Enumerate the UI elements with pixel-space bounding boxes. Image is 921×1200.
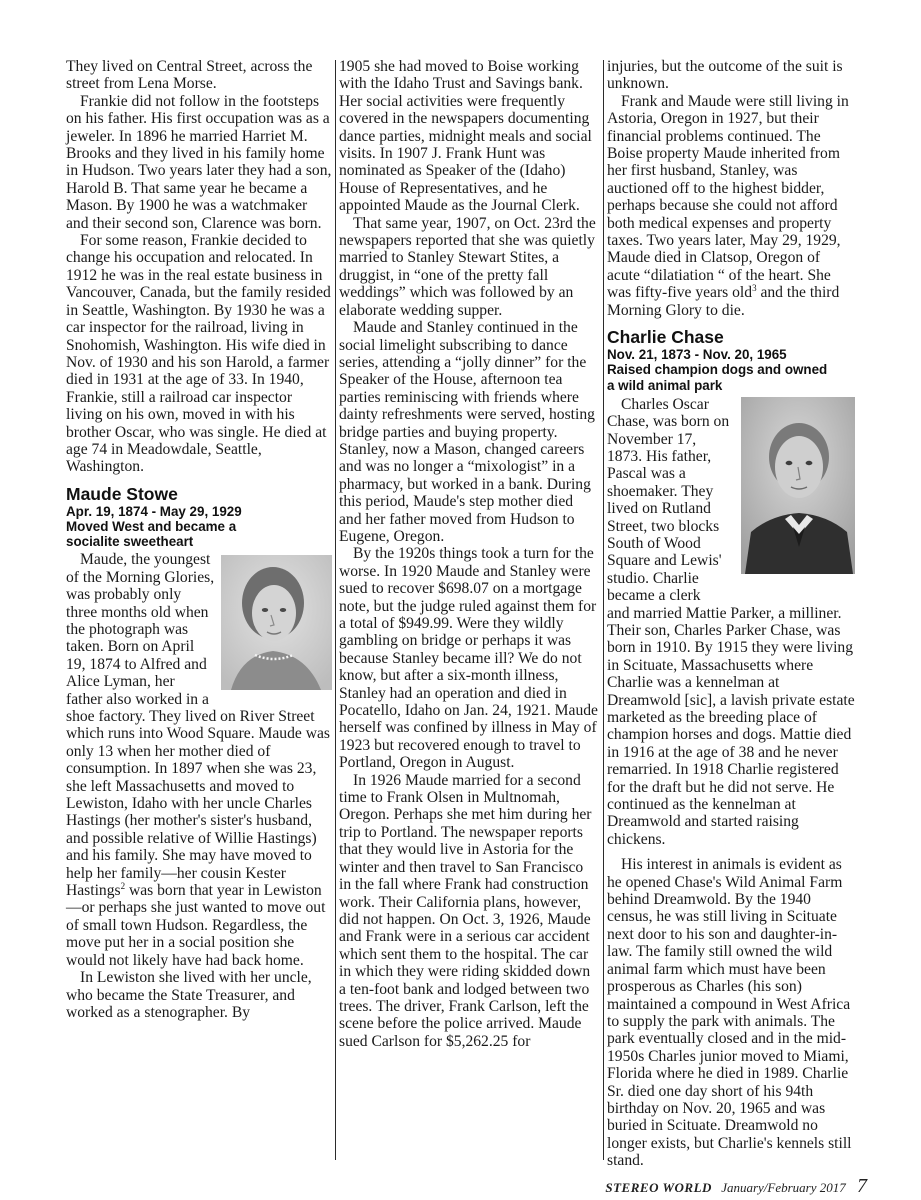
column-2 (339, 58, 598, 1050)
footnote-marker: 3 (752, 283, 757, 294)
page-number: 7 (857, 1175, 867, 1197)
paragraph-text: was born that year in Lewiston—or perhaps she just wanted to move out of small town Hudson. Regardless, the move put her in a social position she would not likely have had back home. (66, 882, 326, 969)
column-rule-left (335, 60, 336, 1160)
column-rule-right (603, 60, 604, 1160)
issue-date: January/February 2017 (721, 1180, 846, 1195)
paragraph: For some reason, Frankie decided to change his occupation and relocated. In 1912 he was in the real estate business in Vancouver, Canada, but the family resided in Seattle, Washington. By 1930 he was a car inspector for the railroad, living in Snohomish, Washington. His wife died in Nov. of 1930 and his son Harold, a farmer died in 1931 at the age of 33. In 1940, Frankie, still a railroad car inspector living on his own, moved in with his brother Oscar, who was single. He died at age 74 in Meadowdale, Seattle, Washington. (66, 232, 331, 476)
magazine-name: STEREO WORLD (605, 1180, 712, 1195)
paragraph (66, 691, 332, 970)
section-subheading (607, 347, 855, 393)
paragraph-text: father also worked in a shoe factory. They lived on River Street which runs into Wood Square. Maude was only 13 when her mother died of consumption. In 1897 when she was 23, she left Massachusetts and moved to Lewiston, Idaho with her uncle Charles Hastings (her mother's sister's husband, and possible relative of Willie Hastings) and his family. She may have moved to help her family—her cousin Kester Hastings (66, 690, 330, 900)
section-dates: Apr. 19, 1874 - May 29, 1929 (66, 503, 242, 519)
paragraph: In 1926 Maude married for a second time to Frank Olsen in Multnomah, Oregon. Perhaps she met him during her trip to Portland. The newspaper reports that they would live in Astoria for the winter and then travel to San Francisco in the fall where Frank had construction work. Their California plans, however, did not happen. On Oct. 3, 1926, Maude and Frank were in a serious car accident which sent them to the hospital. The car in which they were riding skidded down a ten-foot bank and lodged between two trees. The driver, Frank Carlson, left the scene before the police arrived. Maude sued Carlson for $5,262.25 for (339, 771, 592, 1050)
paragraph: injuries, but the outcome of the suit is unknown. (607, 58, 843, 93)
paragraph: By the 1920s things took a turn for the worse. In 1920 Maude and Stanley were sued to recover $698.07 on a mortgage note, but the judge ruled against them for a total of $949.99. Were they wildly gambling on bridge or perhaps it was because Stanley became ill? We do not know, but after a six-month illness, Stanley had an operation and died in Pocatello, Idaho on Jan. 24, 1921. Maude herself was confined by illness in May of 1923 but recovered enough to travel to Portland, Oregon in August. (339, 545, 598, 772)
page-footer (605, 1177, 867, 1197)
paragraph: 1905 she had moved to Boise working with the Idaho Trust and Savings bank. Her social activities were frequently covered in the newspapers documenting dance parties, midnight meals and social visits. In 1907 J. Frank Hunt was nominated as Speaker of the (Idaho) House of Representatives, and he appointed Maude as the Journal Clerk. (339, 58, 592, 215)
paragraph: Maude and Stanley continued in the social limelight subscribing to dance series, attending a “jolly dinner” for the Speaker of the House, afternoon tea parties reminiscing with friends where dainty refreshments were served, hosting bridge parties and buying property. Stanley, now a Mason, changed careers and was no longer a “mixologist” in a pharmacy, but worked in a bank. During this period, Maude's step mother died and her father moved from Hudson to Eugene, Oregon. (339, 319, 595, 545)
section-dates: Nov. 21, 1873 - Nov. 20, 1965 (607, 347, 787, 363)
section-subtitle-line: Moved West and became a (66, 518, 237, 534)
paragraph: and married Mattie Parker, a milliner. Their son, Charles Parker Chase, was born in 1910. By 1915 they were living in Scituate, Massachusetts where Charlie was a kennelman at Dreamwold [sic], a lavish private estate marketed as the breeding place of champion horses and dogs. Mattie died in 1916 at the age of 38 and he never remarried. In 1918 Charlie registered for the draft but he did not serve. He continued as the kennelman at Dreamwold and started raising chickens. (607, 604, 855, 848)
paragraph: Maude, the youngest of the Morning Glories, was probably only three months old when the photograph was taken. Born on April 19, 1874 to Alfred and Alice Lyman, her (66, 551, 215, 691)
paragraph: They lived on Central Street, across the street from Lena Morse. (66, 58, 313, 93)
portrait-photo-maude (221, 555, 332, 690)
paragraph: Frankie did not follow in the footsteps on his father. His first occupation was as a jeweler. In 1896 he married Harriet M. Brooks and they lived in his family home in Hudson. Two years later they had a son, Harold B. That same year he became a Mason. By 1900 he was a watchmaker and their second son, Clarence was born. (66, 92, 332, 232)
paragraph: In Lewiston she lived with her uncle, who became the State Treasurer, and worked as a stenographer. By (66, 969, 312, 1021)
section-heading-maude-stowe: Maude Stowe (66, 483, 178, 504)
section-subtitle-line: Raised champion dogs and owned (607, 362, 828, 378)
paragraph-text: and the third Morning Glory to die. (607, 284, 840, 319)
column-3 (607, 58, 855, 1170)
footnote-marker: 2 (120, 880, 126, 891)
section-subtitle-line: socialite sweetheart (66, 534, 194, 550)
section-subheading (66, 504, 332, 550)
column-1 (66, 58, 332, 1021)
paragraph: His interest in animals is evident as he opened Chase's Wild Animal Farm behind Dreamwold. By the 1940 census, he was still living in Scituate next door to his son and daughter-in-law. The family still owned the wild animal farm which must have been prosperous as Charles (his son) maintained a compound in West Africa to supply the park with animals. The park eventually closed and in the mid-1950s Charles junior moved to Miami, Florida where he died in 1989. Charlie Sr. died one day short of his 94th birthday on Nov. 20, 1965 and was buried in Scituate. Dreamwold no longer exists, but Charlie's kennels still stand. (607, 856, 852, 1170)
paragraph: Charles Oscar Chase, was born on November 17, 1873. His father, Pascal was a shoemaker. They lived on Rutland Street, two blocks South of Wood Square and Lewis' studio. Charlie became a clerk (607, 395, 730, 605)
section-subtitle-line: a wild animal park (607, 377, 723, 393)
section-heading-charlie-chase: Charlie Chase (607, 327, 724, 348)
paragraph-text: Frank and Maude were still living in Astoria, Oregon in 1927, but their financial problems continued. The Boise property Maude inherited from her first husband, Stanley, was auctioned off to the highest bidder, perhaps because she could not afford both medical expenses and property taxes. Two years later, May 29, 1929, Maude died in Clatsop, Oregon of acute “dilatiation “ of the heart. She was fifty-five years old (607, 92, 849, 302)
portrait-photo-charlie (741, 397, 855, 574)
paragraph (607, 93, 855, 319)
paragraph: That same year, 1907, on Oct. 23rd the newspapers reported that she was quietly married to Stanley Stewart Stites, a druggist, in “one of the pretty fall weddings” which was followed by an elaborate wedding supper. (339, 214, 596, 319)
